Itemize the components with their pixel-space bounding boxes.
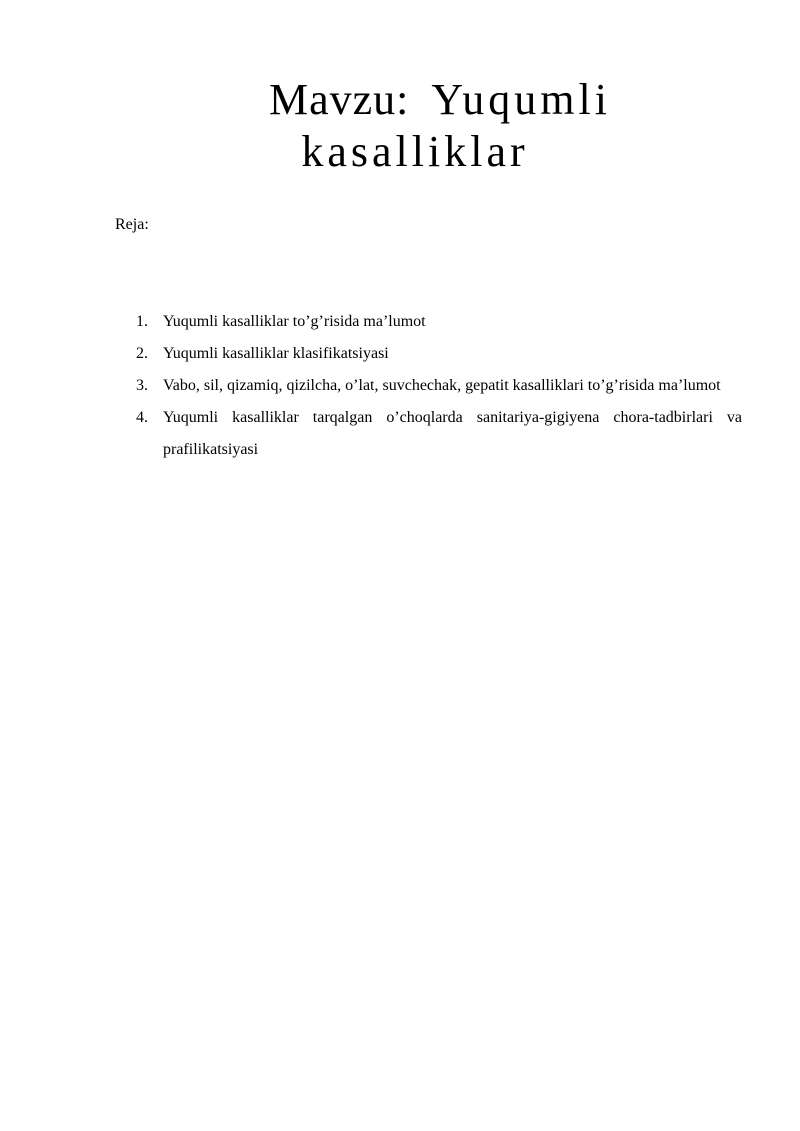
plan-item-number: 3.: [136, 377, 148, 394]
plan-item-text: Yuqumli kasalliklar klasifikatsiyasi: [163, 345, 389, 362]
plan-item-number: 4.: [136, 409, 148, 426]
plan-item-number: 1.: [136, 313, 148, 330]
title-word-yuqumli: Yuqumli: [431, 75, 611, 124]
title-word-mavzu: Mavzu:: [269, 75, 410, 124]
page-title: [180, 74, 700, 178]
plan-item: [136, 338, 742, 370]
plan-item-text: Vabo, sil, qizamiq, qizilcha, o’lat, suvchechak, gepatit kasalliklari to’g’risida ma’lumot: [163, 377, 721, 394]
plan-item-text: Yuqumli kasalliklar to’g’risida ma’lumot: [163, 313, 426, 330]
plan-item: [136, 402, 742, 466]
plan-list: [136, 306, 742, 466]
plan-item-number: 2.: [136, 345, 148, 362]
plan-item: [136, 370, 742, 402]
title-line-2: kasalliklar: [301, 127, 529, 176]
title-line-1: [180, 74, 700, 126]
plan-label: Reja:: [115, 216, 149, 233]
plan-item-text: Yuqumli kasalliklar tarqalgan o’choqlarda sanitariya-gigiyena chora-tadbirlari va prafilikatsiyasi: [163, 409, 742, 458]
plan-item: [136, 306, 742, 338]
